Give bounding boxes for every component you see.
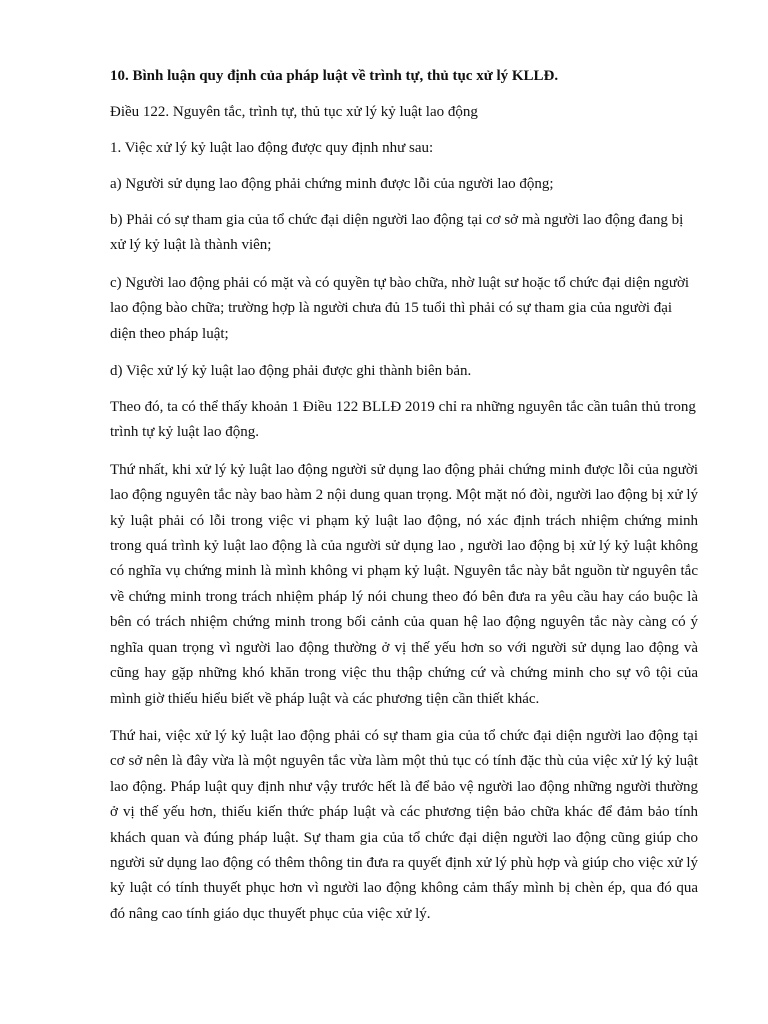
point-c: c) Người lao động phải có mặt và có quyền tự bào chữa, nhờ luật sư hoặc tổ chức đại diện người lao động bào chữa; trường hợp là người chưa đủ 15 tuổi thì phải có sự tham gia của người đại diện theo pháp luật; bbox=[110, 274, 690, 342]
document-body bbox=[110, 64, 698, 939]
first-principle-paragraph: Thứ nhất, khi xử lý kỷ luật lao động người sử dụng lao động phải chứng minh được lỗi của người lao động nguyên tắc này bao hàm 2 nội dung quan trọng. Một mặt nó đòi, người lao động bị xử lý kỷ luật phải có lỗi trong việc vi phạm kỷ luật lao động, nó xác định trách nhiệm chứng minh trong quá trình kỷ luật lao động là của người sử dụng lao , người lao động bị xử lý kỷ luật không có nghĩa vụ chứng minh là mình không vi phạm kỷ luật. Nguyên tắc này bắt nguồn từ nguyên tắc về chứng minh trong trách nhiệm pháp lý nói chung theo đó bên đưa ra yêu cầu hay cáo buộc là bên có trách nhiệm chứng minh trong bối cảnh của quan hệ lao động nguyên tắc này càng có ý nghĩa quan trọng vì người lao động thường ở vị thế yếu hơn so với người sử dụng lao động và cũng hay gặp những khó khăn trong việc thu thập chứng cứ và chứng minh cho sự vô tội của mình giờ thiếu hiểu biết về pháp luật và các phương tiện cần thiết khác. bbox=[110, 461, 698, 707]
point-a: a) Người sử dụng lao động phải chứng minh được lỗi của người lao động; bbox=[110, 176, 554, 192]
point-b: b) Phải có sự tham gia của tổ chức đại diện người lao động tại cơ sở mà người lao động đang bị xử lý kỷ luật là thành viên; bbox=[110, 212, 684, 254]
section-heading: 10. Bình luận quy định của pháp luật về trình tự, thủ tục xử lý KLLĐ. bbox=[110, 68, 559, 84]
article-title: Điều 122. Nguyên tắc, trình tự, thủ tục xử lý kỷ luật lao động bbox=[110, 104, 478, 120]
point-d: d) Việc xử lý kỷ luật lao động phải được ghi thành biên bản. bbox=[110, 363, 472, 380]
summary-paragraph: Theo đó, ta có thể thấy khoản 1 Điều 122 BLLĐ 2019 chỉ ra những nguyên tắc cần tuân thủ trong trình tự kỷ luật lao động. bbox=[110, 399, 696, 441]
clause-1: 1. Việc xử lý kỷ luật lao động được quy định như sau: bbox=[110, 140, 434, 156]
second-principle-paragraph: Thứ hai, việc xử lý kỷ luật lao động phải có sự tham gia của tổ chức đại diện người lao động tại cơ sở nên là đây vừa là một nguyên tắc vừa làm một thủ tục có tính đặc thù của việc xử lý kỷ luật lao động. Pháp luật quy định như vậy trước hết là để bảo vệ người lao động những người thường ở vị thế yếu hơn, thiếu kiến thức pháp luật và các phương tiện bảo chữa khác để đảm bảo tính khách quan và đúng pháp luật. Sự tham gia của tổ chức đại diện người lao động cũng giúp cho người sử dụng lao động có thêm thông tin đưa ra quyết định xử lý phù hợp và giúp cho việc xử lý kỷ luật có tính thuyết phục hơn vì người lao động không cảm thấy mình bị chèn ép, qua đó qua đó nâng cao tính giáo dục thuyết phục của việc xử lý. bbox=[110, 727, 698, 922]
